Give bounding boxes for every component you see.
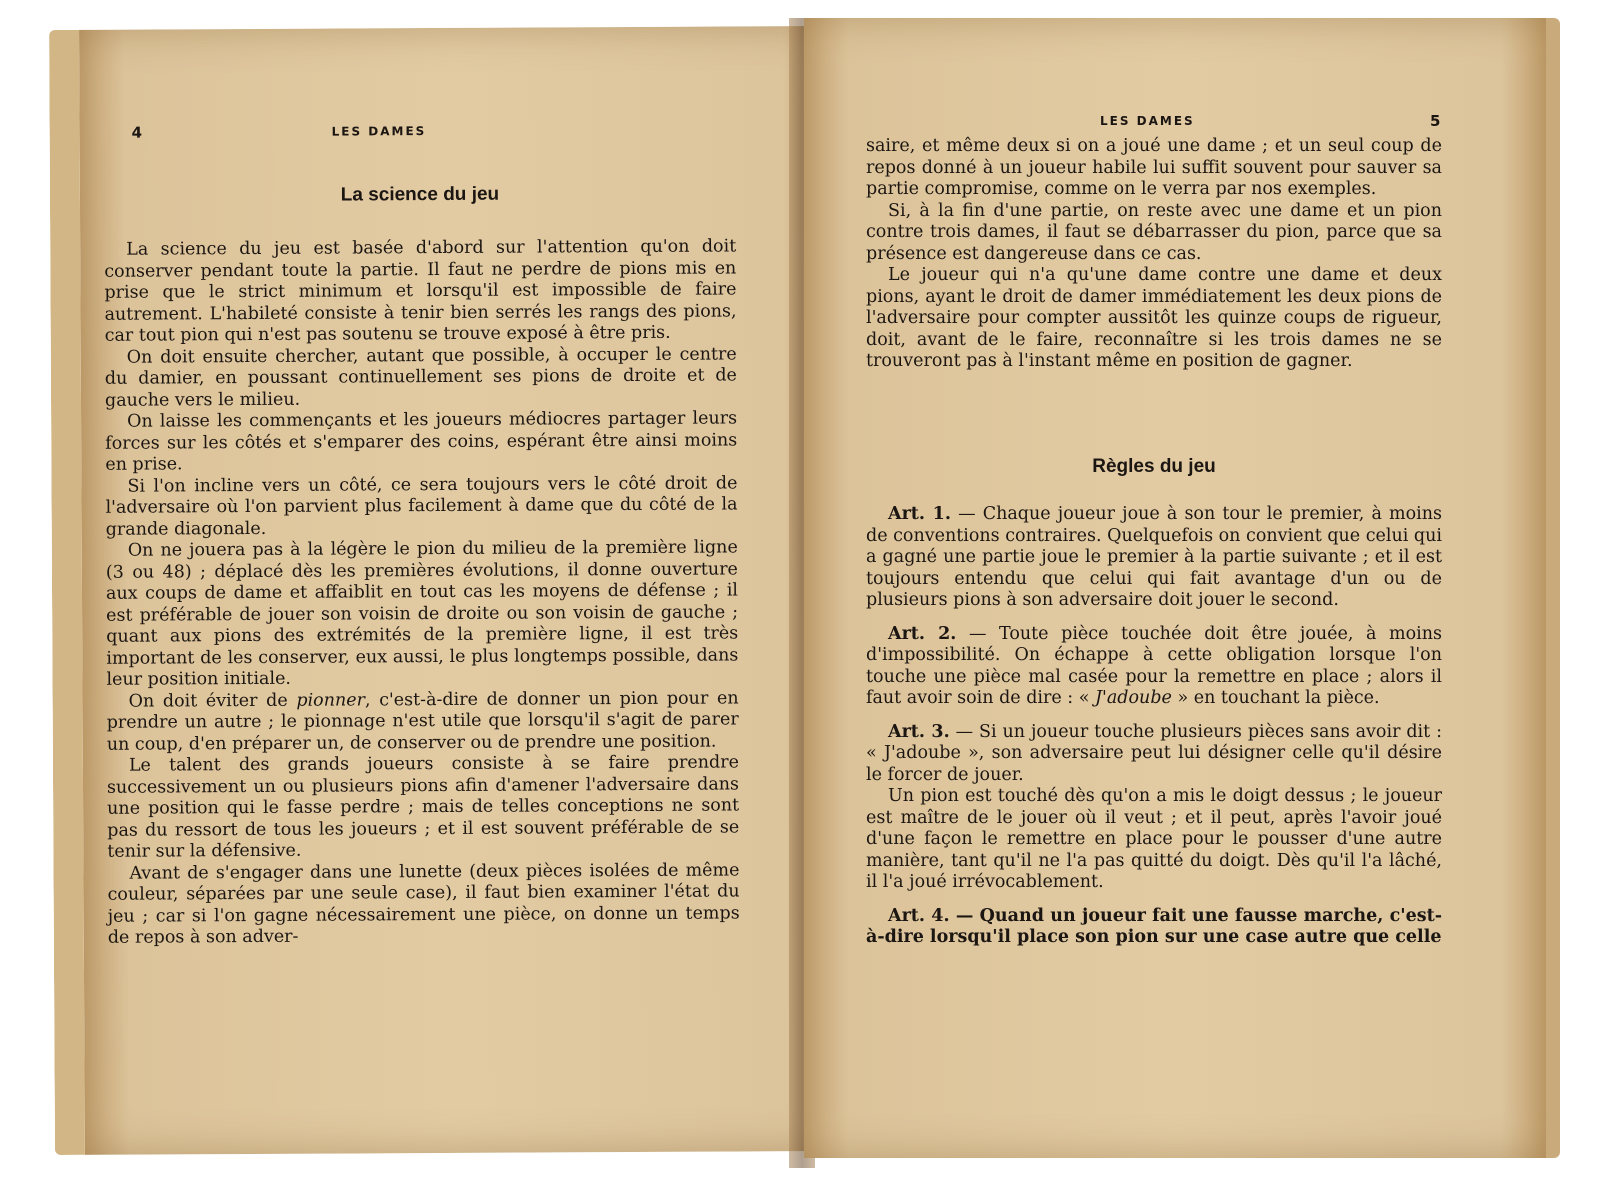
left-page — [49, 26, 833, 1155]
emphasis: pionner — [296, 689, 365, 711]
paragraph: Si, à la fin d'une partie, on reste avec une dame et un pion contre trois dames, il faut se débarrasser du pion, parce que sa présence est dangereuse dans ce cas. — [866, 200, 1442, 264]
rules-text — [866, 504, 1442, 949]
page-number: 5 — [1430, 112, 1441, 130]
paragraph: La science du jeu est basée d'abord sur l'attention qu'on doit conserver pendant toute la partie. Il faut ne perdre de pions mis en prise que le strict minimum et lorsqu'il est impossible de faire autrement. L'habileté consiste à tenir bien serrés les rangs des pions, car tout pion qui n'est pas soutenu se trouve exposé à être pris. — [104, 236, 737, 346]
paragraph: On ne jouera pas à la légère le pion du milieu de la première ligne (3 ou 48) ; déplacé dès les premières évolutions, il donne ouverture aux coups de dame et affaiblit en tout cas les moyens de défense ; il est préférable de jouer son voisin de droite ou son voisin de gauche ; quant aux pions des extrémités de la première ligne, il est très important de les conserver, eux aussi, le plus longtemps possible, dans leur position initiale. — [105, 537, 739, 690]
section-title: Règles du jeu — [1092, 456, 1216, 477]
emphasis: J'adoube — [1095, 688, 1172, 708]
article-label: Art. 1. — [888, 504, 951, 524]
rule-article: Art. 2. — Toute pièce touchée doit être jouée, à moins d'impossibilité. On échappe à cette obligation lorsque l'on touche une pièce mal casée pour la remettre en place ; alors il faut avoir soin de dire : « J'adoube » en touchant la pièce. — [866, 623, 1442, 708]
paragraph: Le talent des grands joueurs consiste à se faire prendre successivement un ou plusieurs pions afin d'amener l'adversaire dans une position qui le fasse perdre ; mais de telles conceptions ne sont pas du ressort de tous les joueurs ; et il est souvent préférable de se tenir sur la défensive. — [106, 752, 740, 862]
running-head: LES DAMES — [331, 124, 427, 139]
paragraph: On laisse les commençants et les joueurs médiocres partager leurs forces sur les côtés et s'emparer des coins, espérant être ainsi moins en prise. — [105, 408, 738, 475]
rule-article: Art. 3. — Si un joueur touche plusieurs pièces sans avoir dit : « J'adoube », son adversaire peut lui désigner celle qu'il désire le forcer de jouer. — [866, 721, 1442, 785]
article-label: Art. 4. — [888, 905, 950, 926]
paragraph: saire, et même deux si on a joué une dame ; et un seul coup de repos donné à un joueur habile lui suffit souvent pour sauver sa partie compromise, comme on le verra par nos exemples. — [866, 136, 1442, 199]
paragraph: Un pion est touché dès qu'on a mis le doigt dessus ; le joueur est maître de le jouer où il veut ; et il peut, après l'avoir joué d'une façon le remettre en place pour le pousser d'une autre manière, tant qu'il ne l'a pas quitté du doigt. Dès qu'il l'a lâché, il l'a joué irrévocablement. — [866, 786, 1442, 892]
article-label: Art. 2. — [888, 623, 957, 644]
running-head: LES DAMES — [1100, 114, 1195, 128]
section-title: La science du jeu — [340, 183, 500, 206]
body-text — [866, 136, 1442, 373]
paragraph: Si l'on incline vers un côté, ce sera toujours vers le côté droit de l'adversaire où l'on parvient plus facilement à dame que du côté de la grande diagonale. — [105, 472, 738, 540]
right-page — [804, 18, 1560, 1158]
body-text — [104, 236, 740, 949]
paragraph: Le joueur qui n'a qu'une dame contre une dame et deux pions, ayant le droit de damer immédiatement les deux pions de l'adversaire pour compter aussitôt les quinze coups de rigueur, doit, avant de le faire, reconnaître si les trois dames ne se trouveront pas à l'instant même en position de gagner. — [866, 265, 1442, 371]
paragraph: Avant de s'engager dans une lunette (deux pièces isolées de même couleur, séparées par une seule case), il faut bien examiner l'état du jeu ; car si l'on gagne nécessairement une pièce, on donne un temps de repos à son adver- — [107, 859, 740, 948]
page-number: 4 — [131, 123, 143, 142]
paragraph: On doit éviter de pionner, c'est-à-dire de donner un pion pour en prendre un autre ; le pionnage n'est utile que lorsqu'il s'agit de parer un coup, d'en préparer un, de conserver ou de prendre une position. — [106, 687, 739, 755]
book-spread — [52, 18, 1540, 1168]
paragraph: On doit ensuite chercher, autant que possible, à occuper le centre du damier, en poussant continuellement ses pions de droite et de gauche vers le milieu. — [104, 343, 737, 411]
article-label: Art. 3. — [888, 721, 950, 742]
rule-article: Art. 1. — Chaque joueur joue à son tour le premier, à moins de conventions contraires. Quelquefois on convient que celui qui a gagné une partie joue le premier à la partie suivante ; et il est toujours entendu que celui qui fait avantage d'un ou de plusieurs pions à son adversaire doit jouer le second. — [866, 504, 1442, 610]
rule-article: Art. 4. — Quand un joueur fait une fausse marche, c'est-à-dire lorsqu'il place son pion sur une case autre que celle — [866, 905, 1442, 947]
